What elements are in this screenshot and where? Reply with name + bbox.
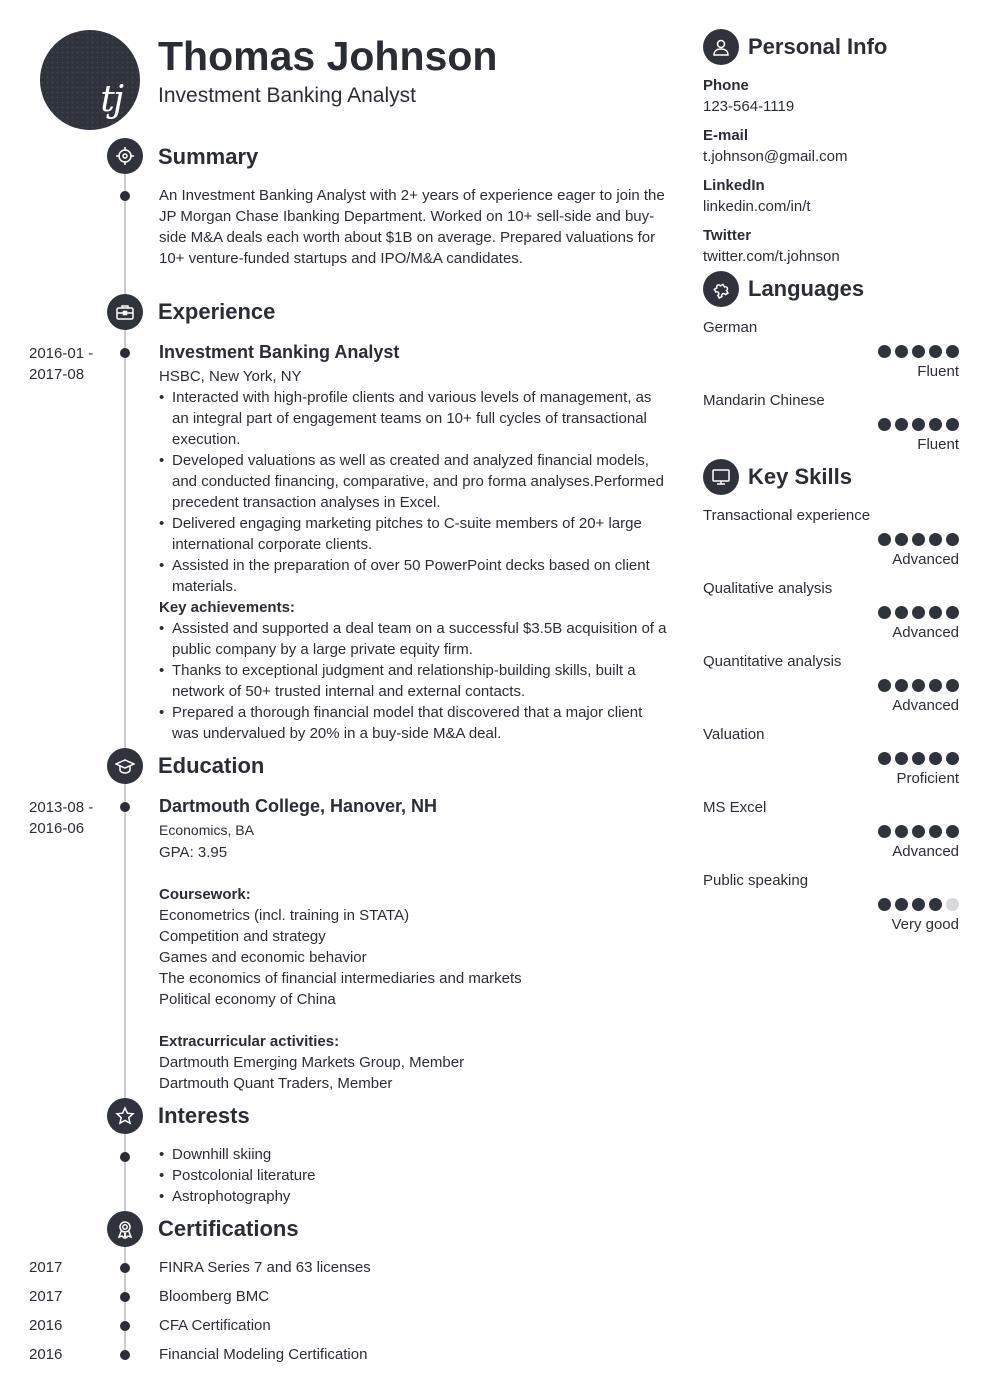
candidate-title: Investment Banking Analyst	[158, 84, 416, 107]
rating-dot-filled	[878, 533, 891, 546]
rating-dot-filled	[895, 752, 908, 765]
timeline-dot	[120, 1152, 130, 1162]
linkedin-value: linkedin.com/in/t	[703, 198, 811, 215]
cert-name: Financial Modeling Certification	[159, 1346, 368, 1363]
rating-dot-filled	[912, 418, 925, 431]
list-item: • Delivered engaging marketing pitches to C-suite members of 20+ large international corporate clients.	[159, 513, 669, 555]
rating-dot-filled	[878, 345, 891, 358]
timeline-dot	[120, 1350, 130, 1360]
coursework-list	[159, 905, 522, 1010]
rating-dot-filled	[929, 418, 942, 431]
timeline-dot	[120, 191, 130, 201]
certifications-heading: Certifications	[158, 1216, 299, 1241]
rating-dot-filled	[929, 533, 942, 546]
skill-name: Quantitative analysis	[703, 653, 842, 670]
skill-level: Advanced	[892, 551, 959, 568]
list-item: • Thanks to exceptional judgment and relationship-building skills, built a network of 50+ trusted internal and external contacts.	[159, 660, 669, 702]
rating-dot-filled	[929, 606, 942, 619]
skill-rating	[878, 533, 959, 546]
list-item: • Assisted in the preparation of over 50 PowerPoint decks based on client materials.	[159, 555, 669, 597]
rating-dot-filled	[912, 825, 925, 838]
cert-year: 2016	[29, 1346, 63, 1363]
languages-heading: Languages	[748, 276, 865, 301]
extracurricular-list	[159, 1052, 464, 1094]
rating-dot-filled	[946, 825, 959, 838]
avatar-initials: tj	[100, 79, 122, 120]
timeline-dot	[120, 802, 130, 812]
twitter-value: twitter.com/t.johnson	[703, 248, 840, 265]
rating-dot-filled	[946, 418, 959, 431]
coursework-label: Coursework:	[159, 886, 251, 903]
education-degree: Economics, BA	[159, 822, 254, 838]
phone-label: Phone	[703, 77, 749, 94]
skill-level: Proficient	[896, 770, 959, 787]
list-item: • Downhill skiing	[159, 1144, 659, 1165]
email-value: t.johnson@gmail.com	[703, 148, 848, 165]
rating-dot-filled	[946, 679, 959, 692]
rating-dot-filled	[878, 606, 891, 619]
interests-heading: Interests	[158, 1103, 250, 1128]
rating-dot-filled	[895, 825, 908, 838]
star-icon	[107, 1098, 143, 1134]
rating-dot-filled	[946, 533, 959, 546]
cert-name: CFA Certification	[159, 1317, 271, 1334]
timeline-dot	[120, 1321, 130, 1331]
twitter-label: Twitter	[703, 227, 752, 244]
email-label: E-mail	[703, 127, 749, 144]
achievements-label: Key achievements:	[159, 599, 295, 616]
list-item: • Prepared a thorough financial model that discovered that a major client was undervalued by 20% in a buy-side M&A deal.	[159, 702, 669, 744]
rating-dot-filled	[878, 898, 891, 911]
puzzle-icon	[703, 271, 739, 307]
cert-year: 2017	[29, 1259, 63, 1276]
timeline-dot	[120, 1263, 130, 1273]
monitor-icon	[703, 459, 739, 495]
language-level: Fluent	[917, 436, 959, 453]
skill-rating	[878, 898, 959, 911]
target-icon	[107, 138, 143, 174]
skill-name: MS Excel	[703, 799, 767, 816]
language-name: Mandarin Chinese	[703, 392, 825, 409]
skill-name: Public speaking	[703, 872, 809, 889]
rating-dot-filled	[946, 606, 959, 619]
list-item: Political economy of China	[159, 991, 336, 1008]
rating-dot-filled	[912, 898, 925, 911]
list-item: • Astrophotography	[159, 1186, 659, 1207]
rating-dot-filled	[895, 345, 908, 358]
rating-dot-filled	[929, 825, 942, 838]
rating-dot-filled	[895, 533, 908, 546]
skill-rating	[878, 679, 959, 692]
summary-heading: Summary	[158, 144, 259, 169]
cert-year: 2017	[29, 1288, 63, 1305]
rating-dot-filled	[878, 752, 891, 765]
skill-level: Advanced	[892, 624, 959, 641]
rating-dot-filled	[912, 679, 925, 692]
candidate-name: Thomas Johnson	[158, 33, 498, 79]
language-name: German	[703, 319, 758, 336]
list-item: The economics of financial intermediaries and markets	[159, 970, 522, 987]
rating-dot-filled	[895, 898, 908, 911]
user-icon	[703, 29, 739, 65]
list-item: • Developed valuations as well as created and analyzed financial models, and conducted financing, comparative, and pro forma analyses.Performed precedent transaction analyses in Excel.	[159, 450, 669, 513]
list-item: Econometrics (incl. training in STATA)	[159, 907, 410, 924]
award-ribbon-icon	[107, 1211, 143, 1247]
rating-dot-filled	[878, 418, 891, 431]
rating-dot-filled	[929, 752, 942, 765]
rating-dot-filled	[929, 345, 942, 358]
job-date: 2016-01 - 2017-08	[29, 345, 94, 383]
skills-heading: Key Skills	[748, 464, 852, 489]
linkedin-label: LinkedIn	[703, 177, 765, 194]
achievement-bullets	[159, 618, 669, 744]
cert-name: FINRA Series 7 and 63 licenses	[159, 1259, 371, 1276]
job-bullets	[159, 387, 669, 597]
rating-dot-filled	[895, 418, 908, 431]
rating-dot-filled	[929, 898, 942, 911]
rating-dot-filled	[912, 345, 925, 358]
job-position: Investment Banking Analyst	[159, 342, 400, 362]
skill-level: Very good	[891, 916, 959, 933]
skill-rating	[878, 752, 959, 765]
extracurricular-label: Extracurricular activities:	[159, 1033, 340, 1050]
list-item: • Postcolonial literature	[159, 1165, 659, 1186]
rating-dot-filled	[912, 533, 925, 546]
rating-dot-filled	[912, 752, 925, 765]
rating-dot-filled	[878, 825, 891, 838]
skill-name: Valuation	[703, 726, 765, 743]
list-item: • Assisted and supported a deal team on a successful $3.5B acquisition of a public company by a large private equity firm.	[159, 618, 669, 660]
job-company: HSBC, New York, NY	[159, 368, 302, 385]
skill-name: Transactional experience	[703, 507, 871, 524]
education-gpa: GPA: 3.95	[159, 844, 228, 861]
language-rating	[878, 418, 959, 431]
rating-dot-filled	[912, 606, 925, 619]
list-item: Dartmouth Quant Traders, Member	[159, 1075, 393, 1092]
briefcase-icon	[107, 294, 143, 330]
cert-name: Bloomberg BMC	[159, 1288, 270, 1305]
skill-name: Qualitative analysis	[703, 580, 833, 597]
timeline-dot	[120, 348, 130, 358]
rating-dot-filled	[946, 752, 959, 765]
interests-list	[159, 1144, 659, 1207]
summary-text: An Investment Banking Analyst with 2+ years of experience eager to join the JP Morgan Chase Ibanking Department. Worked on 10+ sell-side and buy-side M&A deals each worth about $1B on average. Prepared valuations for 10+ venture-funded startups and IPO/M&A candidates.	[159, 187, 665, 267]
list-item: Dartmouth Emerging Markets Group, Member	[159, 1054, 465, 1071]
education-date: 2013-08 - 2016-06	[29, 799, 94, 837]
rating-dot-filled	[895, 606, 908, 619]
language-rating	[878, 345, 959, 358]
experience-heading: Experience	[158, 299, 276, 324]
rating-dot-filled	[895, 679, 908, 692]
skill-level: Advanced	[892, 843, 959, 860]
avatar	[40, 30, 140, 130]
rating-dot-filled	[946, 345, 959, 358]
rating-dot-filled	[929, 679, 942, 692]
list-item: Games and economic behavior	[159, 949, 367, 966]
rating-dot-filled	[878, 679, 891, 692]
phone-value: 123-564-1119	[703, 98, 795, 115]
skill-rating	[878, 825, 959, 838]
skill-rating	[878, 606, 959, 619]
education-school: Dartmouth College, Hanover, NH	[159, 796, 438, 816]
education-heading: Education	[158, 753, 265, 778]
list-item: Competition and strategy	[159, 928, 326, 945]
timeline-dot	[120, 1292, 130, 1302]
language-level: Fluent	[917, 363, 959, 380]
graduation-cap-icon	[107, 748, 143, 784]
skill-level: Advanced	[892, 697, 959, 714]
list-item: • Interacted with high-profile clients and various levels of management, as an integral part of engagement teams on 10+ full cycles of transactional execution.	[159, 387, 669, 450]
cert-year: 2016	[29, 1317, 63, 1334]
rating-dot-empty	[946, 898, 959, 911]
personal-info-heading: Personal Info	[748, 34, 888, 59]
